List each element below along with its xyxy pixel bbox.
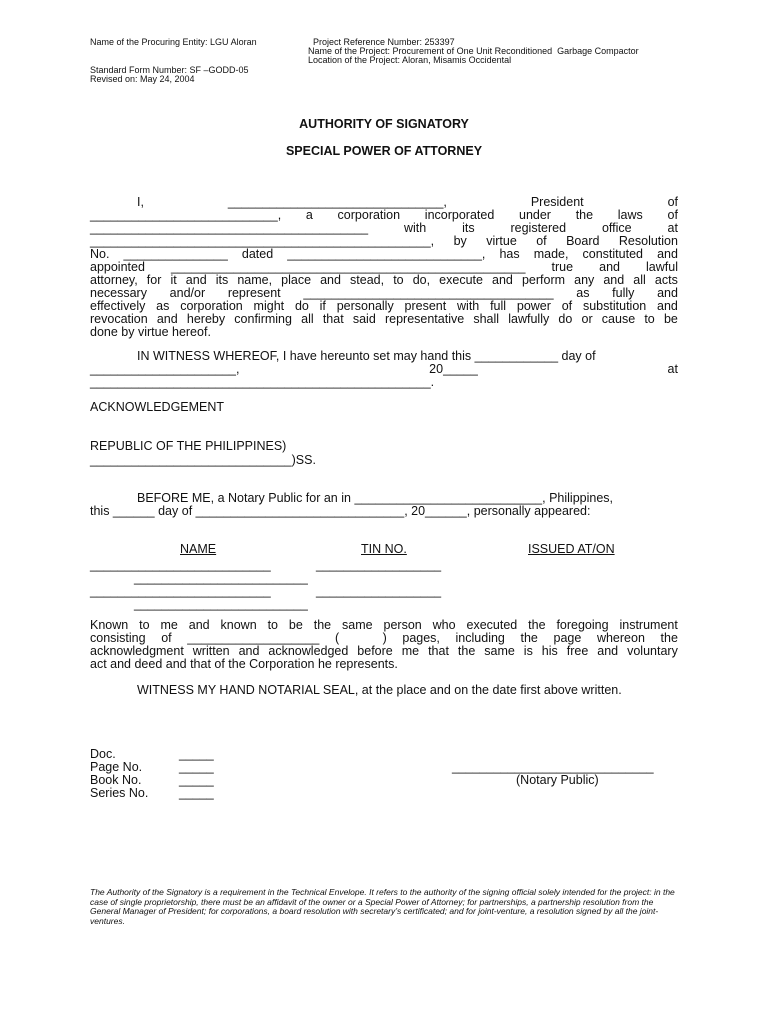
word: as: [156, 299, 170, 313]
word: and: [238, 644, 260, 658]
word: office: [601, 221, 632, 235]
word: laws: [617, 208, 643, 222]
word: that: [428, 644, 449, 658]
word: it: [170, 273, 177, 287]
word: dated: [241, 247, 274, 261]
word: ________________________________________: [90, 221, 369, 235]
word: virtue: [486, 234, 517, 248]
word: ___________________________,: [90, 208, 282, 222]
word: voluntary: [627, 644, 678, 658]
known-line-4: act and deed and that of the Corporation he represents.: [90, 657, 398, 671]
republic-line: REPUBLIC OF THE PHILIPPINES): [90, 439, 287, 453]
notary-label: (Notary Public): [516, 773, 599, 787]
word: President: [530, 195, 584, 209]
word: necessary: [90, 286, 147, 300]
word: substitution: [582, 299, 647, 313]
doc-blank: _____: [179, 747, 214, 761]
book-no-label: Book No.: [90, 773, 142, 787]
word: full: [490, 299, 507, 313]
word: person: [383, 618, 422, 632]
word: all: [301, 312, 314, 326]
word: _____________________,: [90, 362, 240, 376]
word: place: [281, 273, 312, 287]
page-no-blank: _____: [179, 760, 214, 774]
word: represent: [227, 286, 281, 300]
before-me-line-1: BEFORE ME, a Notary Public for an in ___________________________, Philippines,: [137, 491, 614, 505]
word: Board: [566, 234, 600, 248]
word: _______________: [123, 247, 228, 261]
word: a: [305, 208, 313, 222]
word: the: [528, 618, 546, 632]
word: to: [267, 618, 279, 632]
word: same: [484, 644, 515, 658]
word: free: [566, 644, 589, 658]
word: do: [558, 312, 573, 326]
word: or: [581, 312, 593, 326]
word: acknowledgment: [90, 644, 184, 658]
word: and: [603, 273, 625, 287]
word: lawfully: [508, 312, 550, 326]
word: page: [553, 631, 582, 645]
word: of: [667, 208, 678, 222]
series-no-blank: _____: [179, 786, 214, 800]
word: his: [541, 644, 558, 658]
document-title: AUTHORITY OF SIGNATORY: [299, 117, 469, 131]
word: for: [146, 273, 162, 287]
project-location: Location of the Project: Aloran, Misamis Occidental: [308, 55, 512, 65]
word: and: [188, 618, 210, 632]
word: as: [576, 286, 590, 300]
word: its: [215, 273, 229, 287]
word: No.: [90, 247, 110, 261]
word: including: [455, 631, 505, 645]
word: incorporated: [424, 208, 495, 222]
word: personally: [336, 299, 394, 313]
word: hereby: [186, 312, 226, 326]
document-subtitle: SPECIAL POWER OF ATTORNEY: [285, 144, 483, 158]
procuring-entity: Name of the Procuring Entity: LGU Aloran: [90, 37, 257, 47]
word: by: [453, 234, 467, 248]
word: me: [401, 644, 420, 658]
word: of: [561, 299, 573, 313]
word: confirming: [234, 312, 292, 326]
word: me: [160, 618, 178, 632]
word: and/or: [169, 286, 206, 300]
word: do,: [412, 273, 431, 287]
word: with: [457, 299, 480, 313]
footnote: The Authority of the Signatory is a requirement in the Technical Envelope. It refers to the authority of the signing official solely intended for the project: in the case of single proprietorship, there must be an affidavit of the owner or a Special Power of Attorney; for partnerships, a partnership resolution from the General Manager of President; for corporations, a board resolution with secretary’s certificated; and for joint-venture, a resolution signed by all the joint-ventures.: [90, 887, 675, 926]
form-number: Standard Form Number: SF –GODD-05: [90, 65, 249, 75]
word: and: [492, 273, 513, 287]
word: name,: [237, 273, 273, 287]
word: whereon: [596, 631, 645, 645]
word: corporation: [337, 208, 401, 222]
word: constituted: [582, 247, 643, 261]
word: 20_____: [429, 362, 478, 376]
word: corporation: [180, 299, 243, 313]
word: true: [551, 260, 574, 274]
book-no-blank: _____: [179, 773, 214, 787]
word: the: [575, 208, 594, 222]
word: _______________________________,: [227, 195, 447, 209]
word: might: [253, 299, 285, 313]
word: acknowledged: [268, 644, 349, 658]
word: be: [288, 618, 303, 632]
word: with: [403, 221, 427, 235]
word: made,: [533, 247, 569, 261]
word: attorney,: [90, 273, 138, 287]
word: to: [139, 618, 150, 632]
word: ____________________________________: [303, 286, 554, 300]
word: present: [404, 299, 447, 313]
ss-line: _____________________________)SS.: [90, 453, 316, 467]
word: I,: [137, 195, 144, 209]
word: perform: [521, 273, 566, 287]
table-row-3-name: __________________________: [90, 584, 271, 598]
word: shall: [473, 312, 500, 326]
word: effectively: [90, 299, 146, 313]
word: and: [185, 273, 207, 287]
before-me-line-2: this ______ day of ______________________________, 20______, personally appeared:: [90, 504, 591, 518]
word: instrument: [619, 618, 678, 632]
word: before: [357, 644, 393, 658]
word: executed: [466, 618, 518, 632]
word: and: [599, 260, 620, 274]
word: the: [457, 644, 476, 658]
word: power: [516, 299, 551, 313]
acknowledgement-heading: ACKNOWLEDGEMENT: [90, 400, 225, 414]
word: ): [354, 631, 387, 645]
table-row-1-name: __________________________: [90, 558, 271, 572]
word: Resolution: [618, 234, 678, 248]
word: and: [597, 644, 619, 658]
word: who: [432, 618, 456, 632]
word: (: [335, 631, 340, 645]
word: and: [657, 299, 678, 313]
witness-seal-line: WITNESS MY HAND NOTARIAL SEAL, at the place and on the date first above written.: [137, 683, 622, 697]
word: be: [663, 312, 678, 326]
word: all: [633, 273, 646, 287]
witness-line-3: _________________________________________________.: [90, 375, 435, 389]
word: pages,: [402, 631, 440, 645]
word: and: [657, 247, 678, 261]
word: revocation: [90, 312, 148, 326]
word: has: [499, 247, 520, 261]
word: ___________________: [187, 631, 320, 645]
revised-date: Revised on: May 24, 2004: [90, 74, 195, 84]
table-row-2-name: _________________________: [134, 571, 308, 585]
word: the: [660, 631, 678, 645]
word: at: [667, 221, 678, 235]
word: any: [574, 273, 595, 287]
series-no-label: Series No.: [90, 786, 149, 800]
witness-line-1: IN WITNESS WHEREOF, I have hereunto set may hand this ____________ day of: [137, 349, 596, 363]
word: that: [322, 312, 344, 326]
word: cause: [601, 312, 636, 326]
word: of: [667, 195, 678, 209]
word: ____________________________,: [287, 247, 486, 261]
table-header-tin: TIN NO.: [361, 542, 407, 556]
table-header-name: NAME: [180, 542, 217, 556]
word: known: [220, 618, 257, 632]
word: acts: [654, 273, 678, 287]
word: and: [156, 312, 178, 326]
word: appointed: [90, 260, 145, 274]
word: to: [393, 273, 404, 287]
word: do: [294, 299, 309, 313]
word: and: [657, 286, 678, 300]
page-no-label: Page No.: [90, 760, 143, 774]
table-header-issued: ISSUED AT/ON: [528, 542, 615, 556]
word: of: [536, 234, 547, 248]
table-row-3-tin: __________________: [316, 584, 442, 598]
word: lawful: [646, 260, 678, 274]
word: to: [644, 312, 655, 326]
word: at: [667, 362, 678, 376]
word: consisting: [90, 631, 146, 645]
word: registered: [510, 221, 567, 235]
table-row-4-name: _________________________: [134, 597, 308, 611]
word: same: [342, 618, 373, 632]
word: said: [352, 312, 376, 326]
word: ___________________________________________________: [170, 260, 526, 274]
word: written: [192, 644, 230, 658]
word: execute: [439, 273, 483, 287]
doc-label: Doc.: [90, 747, 116, 761]
word: if: [319, 299, 326, 313]
word: its: [462, 221, 475, 235]
word: stead,: [350, 273, 385, 287]
word: Known: [90, 618, 129, 632]
project-name: Name of the Project: Procurement of One Unit Reconditioned Garbage Compactor: [308, 46, 639, 56]
word: _________________________________________________,: [90, 234, 435, 248]
word: the: [313, 618, 332, 632]
project-reference: Project Reference Number: 253397: [313, 37, 455, 47]
word: is: [523, 644, 533, 658]
spa-line-11: done by virtue hereof.: [90, 325, 211, 339]
word: and: [320, 273, 341, 287]
word: foregoing: [556, 618, 609, 632]
table-row-1-tin: __________________: [316, 558, 442, 572]
word: of: [161, 631, 172, 645]
word: the: [520, 631, 538, 645]
word: fully: [612, 286, 635, 300]
word: under: [519, 208, 551, 222]
word: representative: [384, 312, 465, 326]
notary-signature-line: _____________________________: [452, 760, 654, 774]
